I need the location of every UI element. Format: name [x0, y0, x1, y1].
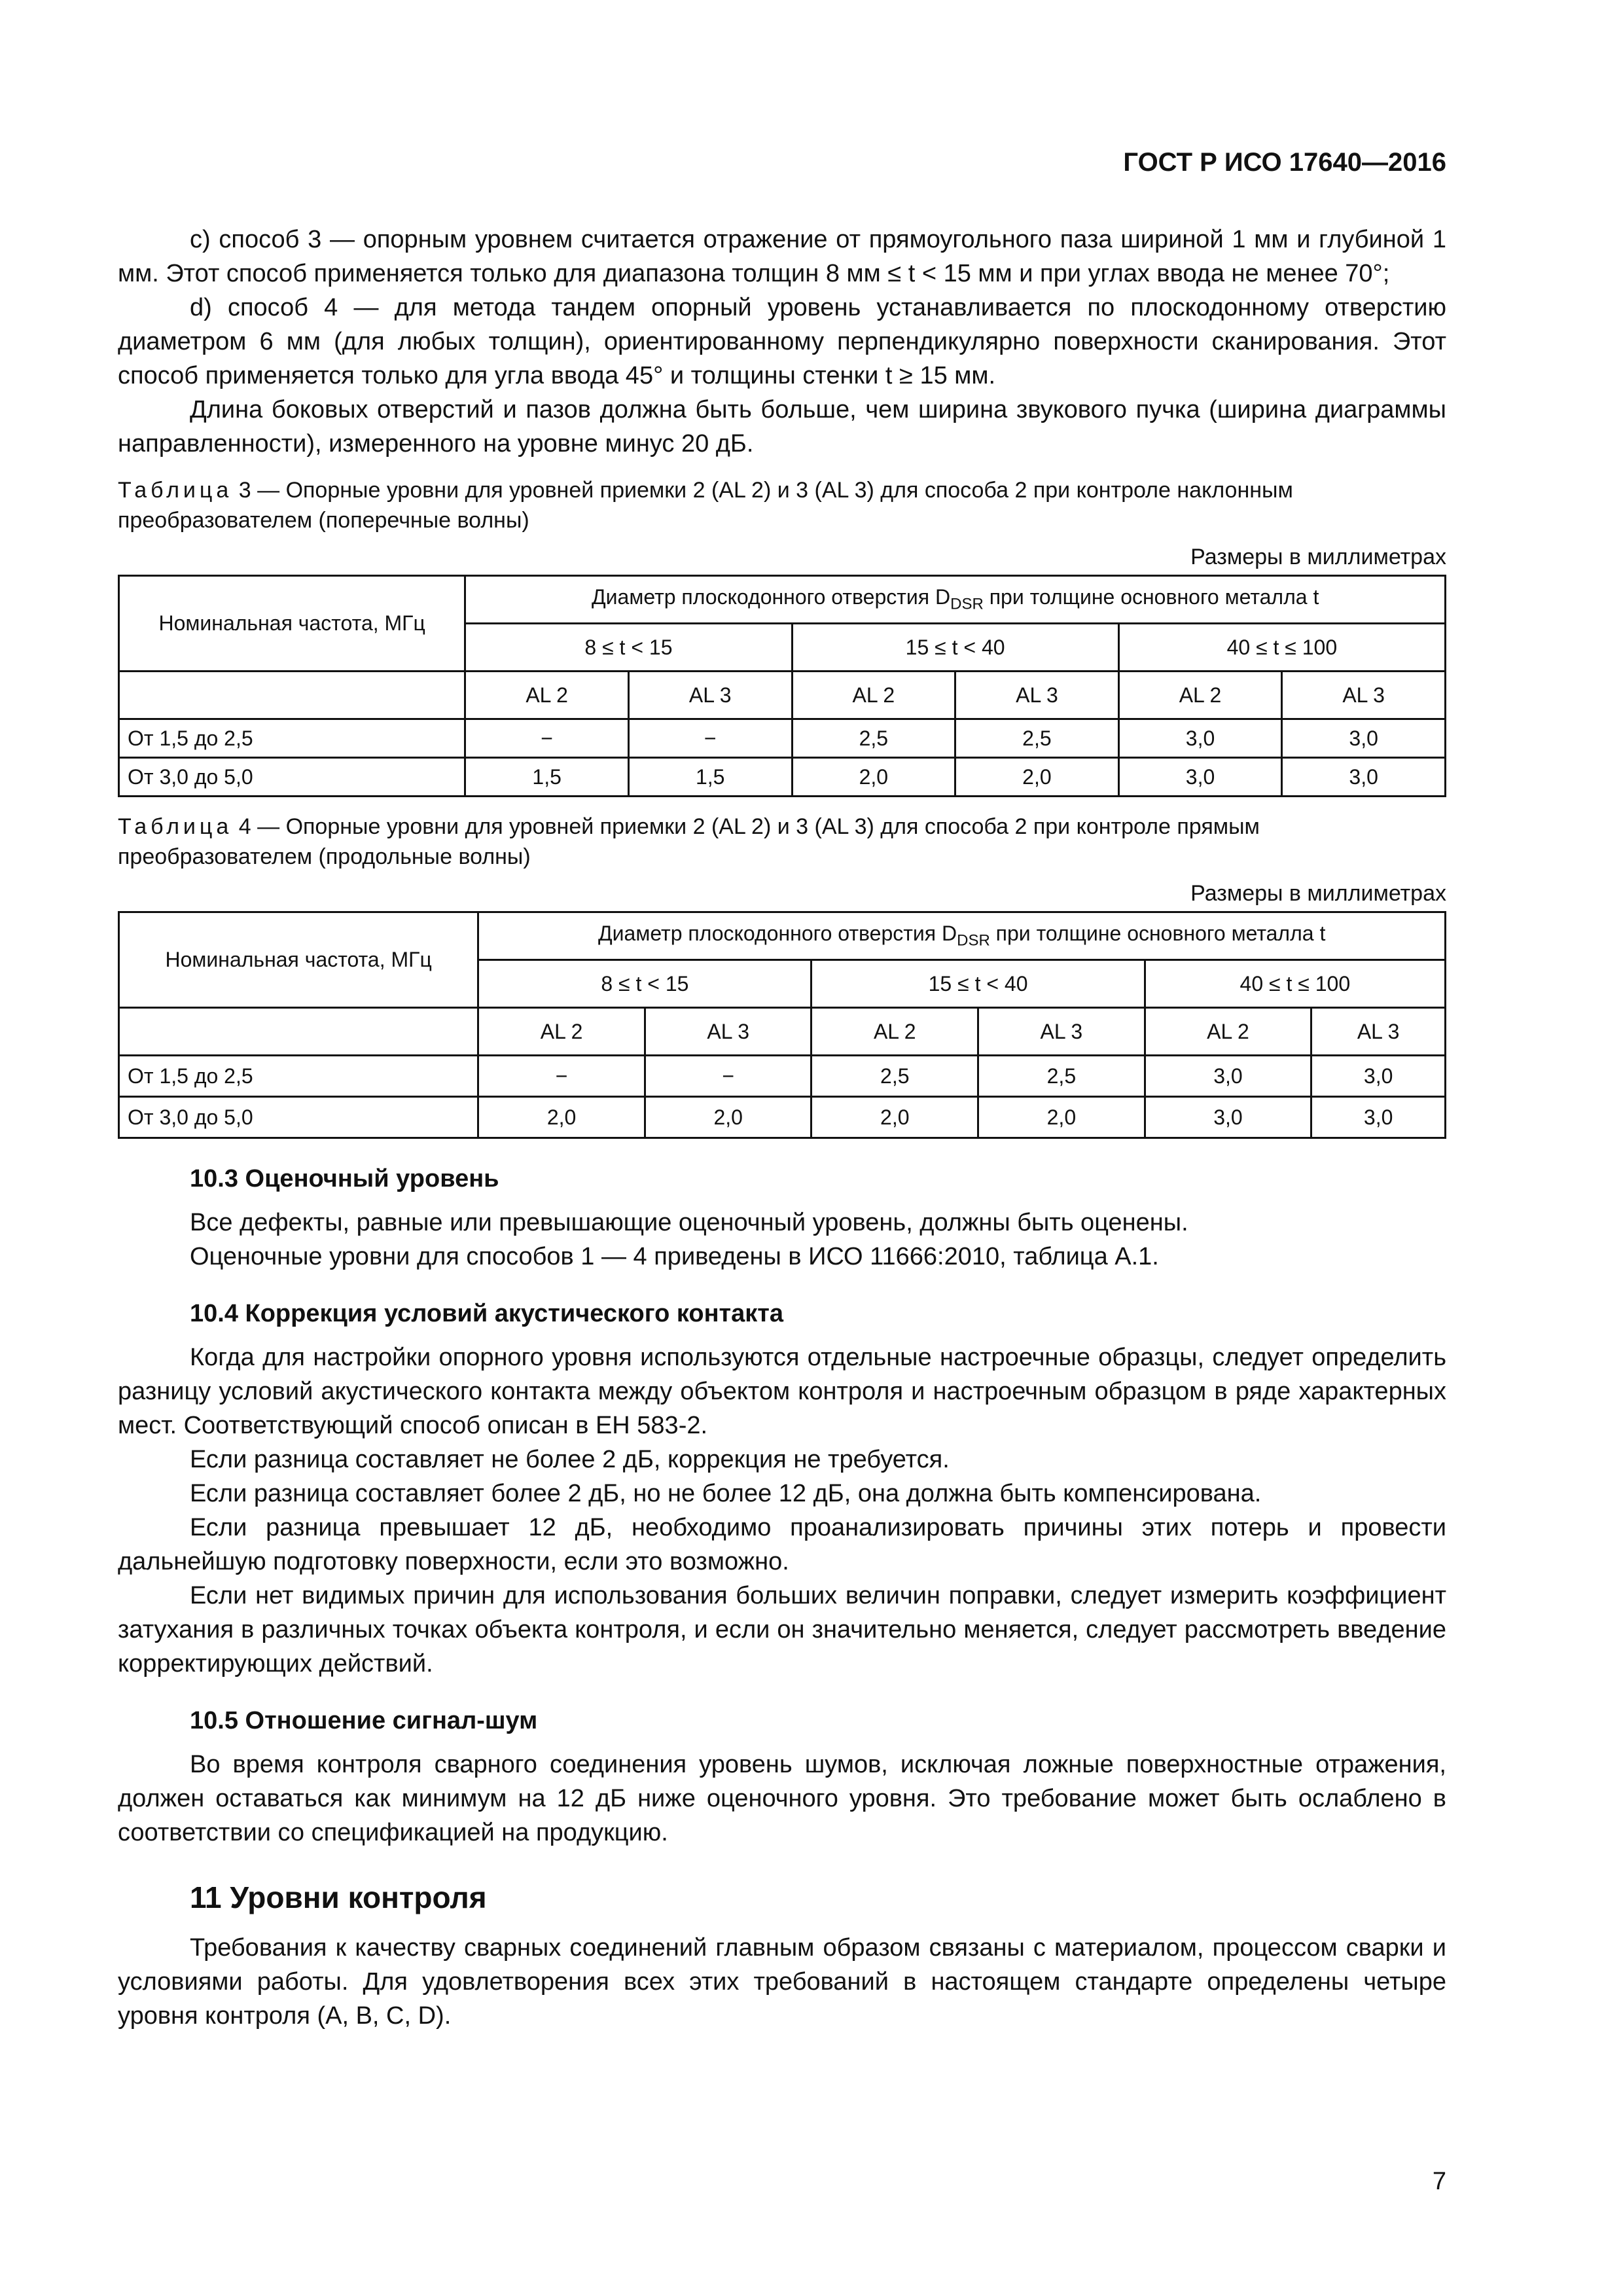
table-cell: 2,5 — [955, 719, 1119, 758]
paragraph-method-3: c) способ 3 — опорным уровнем считается отражение от прямоугольного паза шириной 1 мм и глубиной 1 мм. Этот способ применяется только для диапазона толщин 8 мм ≤ t < 15 мм и при углах ввода не менее 70°; — [118, 226, 1446, 287]
table4-range: 15 ≤ t < 40 — [812, 960, 1145, 1008]
table3-caption-label: Таблица — [118, 478, 233, 503]
table-cell: 2,5 — [978, 1056, 1145, 1097]
table4-caption — [118, 812, 1446, 872]
row-label: От 3,0 до 5,0 — [119, 1097, 478, 1138]
paragraph: Оценочные уровни для способов 1 — 4 приведены в ИСО 11666:2010, таблица А.1. — [190, 1243, 1159, 1270]
table3-level: AL 2 — [465, 672, 629, 719]
paragraph: Если разница составляет более 2 дБ, но не более 12 дБ, она должна быть компенсирована. — [190, 1480, 1262, 1507]
table4-col-header: Номинальная частота, МГц — [119, 912, 478, 1008]
table-cell: − — [465, 719, 629, 758]
paragraph-method-4: d) способ 4 — для метода тандем опорный уровень устанавливается по плоскодонному отверстию диаметром 6 мм (для любых толщин), ориентированному перпендикулярно поверхности сканирования. Этот способ применяется только для угла ввода 45° и толщины стенки t ≥ 15 мм. — [118, 294, 1446, 389]
table4-range: 40 ≤ t ≤ 100 — [1145, 960, 1445, 1008]
table4-group-header: Диаметр плоскодонного отверстия $D_{DSR}$ при толщине основного металла t — [478, 912, 1446, 960]
table3-level: AL 3 — [628, 672, 792, 719]
row-label: От 1,5 до 2,5 — [119, 1056, 478, 1097]
table4-caption-text: 4 — Опорные уровни для уровней приемки 2 (AL 2) и 3 (AL 3) для способа 2 при контроле прямым преобразователем (продольные волны) — [118, 814, 1260, 869]
paragraph: Во время контроля сварного соединения уровень шумов, исключая ложные поверхностные отражения, должен оставаться как минимум на 12 дБ ниже оценочного уровня. Это требование может быть ослаблено в соответствии со спецификацией на продукцию. — [118, 1751, 1446, 1846]
table-cell: 3,0 — [1311, 1097, 1446, 1138]
table4 — [118, 911, 1446, 1139]
table4-range: 8 ≤ t < 15 — [478, 960, 812, 1008]
table-cell: 3,0 — [1118, 719, 1282, 758]
row-label: От 3,0 до 5,0 — [119, 758, 465, 797]
section-heading-10-5: 10.5 Отношение сигнал-шум — [190, 1707, 538, 1734]
document-id-header: ГОСТ Р ИСО 17640—2016 — [1123, 148, 1446, 177]
table-cell: 3,0 — [1282, 758, 1446, 797]
table-cell: 2,5 — [812, 1056, 978, 1097]
page-body — [118, 223, 1446, 2033]
table4-level: AL 3 — [1311, 1008, 1446, 1056]
table3-level: AL 3 — [1282, 672, 1446, 719]
table3-caption-text: 3 — Опорные уровни для уровней приемки 2 (AL 2) и 3 (AL 3) для способа 2 при контроле наклонным преобразователем (поперечные волны) — [118, 478, 1293, 533]
table-cell: 2,0 — [812, 1097, 978, 1138]
paragraph: Если нет видимых причин для использования больших величин поправки, следует измерить коэффициент затухания в различных точках объекта контроля, и если он значительно меняется, следует рассмотреть введение корректирующих действий. — [118, 1582, 1446, 1677]
table-cell: 2,0 — [955, 758, 1119, 797]
table3-level: AL 3 — [955, 672, 1119, 719]
table3-level: AL 2 — [1118, 672, 1282, 719]
table4-level: AL 3 — [978, 1008, 1145, 1056]
section-heading-10-3: 10.3 Оценочный уровень — [190, 1165, 499, 1193]
table3 — [118, 575, 1446, 797]
table4-level: AL 3 — [645, 1008, 812, 1056]
table3-range: 8 ≤ t < 15 — [465, 624, 792, 672]
table3-range: 40 ≤ t ≤ 100 — [1118, 624, 1445, 672]
paragraph-hole-length: Длина боковых отверстий и пазов должна быть больше, чем ширина звукового пучка (ширина диаграммы направленности), измеренного на уровне минус 20 дБ. — [118, 396, 1446, 457]
table-row — [119, 758, 1446, 797]
table-cell: − — [628, 719, 792, 758]
page-number: 7 — [1432, 2168, 1446, 2195]
table-cell: 3,0 — [1311, 1056, 1446, 1097]
table3-col-header: Номинальная частота, МГц — [119, 576, 465, 672]
table-cell: 3,0 — [1118, 758, 1282, 797]
table-cell: 3,0 — [1282, 719, 1446, 758]
table-cell: 2,0 — [478, 1097, 645, 1138]
table3-group-header: Диаметр плоскодонного отверстия $D_{DSR}$ при толщине основного металла t — [465, 576, 1446, 624]
paragraph: Когда для настройки опорного уровня используются отдельные настроечные образцы, следует определить разницу условий акустического контакта между объектом контроля и настроечным образцом в ряде характерных мест. Соответствующий способ описан в ЕН 583-2. — [118, 1344, 1446, 1439]
table-row — [119, 1056, 1446, 1097]
table-cell: 1,5 — [465, 758, 629, 797]
table4-units: Размеры в миллиметрах — [1190, 881, 1446, 906]
table4-empty-cell — [119, 1008, 478, 1056]
table4-level: AL 2 — [812, 1008, 978, 1056]
table3-units: Размеры в миллиметрах — [1190, 545, 1446, 569]
table-cell: 2,0 — [792, 758, 955, 797]
table-cell: 3,0 — [1145, 1097, 1311, 1138]
row-label: От 1,5 до 2,5 — [119, 719, 465, 758]
paragraph: Если разница составляет не более 2 дБ, коррекция не требуется. — [190, 1446, 950, 1473]
table4-level: AL 2 — [478, 1008, 645, 1056]
table-cell: 2,0 — [645, 1097, 812, 1138]
table3-empty-cell — [119, 672, 465, 719]
table3-caption — [118, 475, 1446, 535]
table-cell: − — [478, 1056, 645, 1097]
table-cell: 3,0 — [1145, 1056, 1311, 1097]
table4-caption-label: Таблица — [118, 814, 233, 839]
table-cell: 1,5 — [628, 758, 792, 797]
table3-range: 15 ≤ t < 40 — [792, 624, 1118, 672]
section-heading-10-4: 10.4 Коррекция условий акустического контакта — [190, 1300, 784, 1327]
table4-level: AL 2 — [1145, 1008, 1311, 1056]
paragraph: Все дефекты, равные или превышающие оценочный уровень, должны быть оценены. — [190, 1209, 1188, 1236]
table-cell: 2,5 — [792, 719, 955, 758]
paragraph: Требования к качеству сварных соединений главным образом связаны с материалом, процессом сварки и условиями работы. Для удовлетворения всех этих требований в настоящем стандарте определены четыре уровня контроля (А, В, С, D). — [118, 1934, 1446, 2030]
table-row — [119, 719, 1446, 758]
paragraph: Если разница превышает 12 дБ, необходимо проанализировать причины этих потерь и провести дальнейшую подготовку поверхности, если это возможно. — [118, 1514, 1446, 1575]
table3-level: AL 2 — [792, 672, 955, 719]
section-heading-11: 11 Уровни контроля — [190, 1880, 487, 1914]
table-cell: − — [645, 1056, 812, 1097]
table-cell: 2,0 — [978, 1097, 1145, 1138]
table-row — [119, 1097, 1446, 1138]
